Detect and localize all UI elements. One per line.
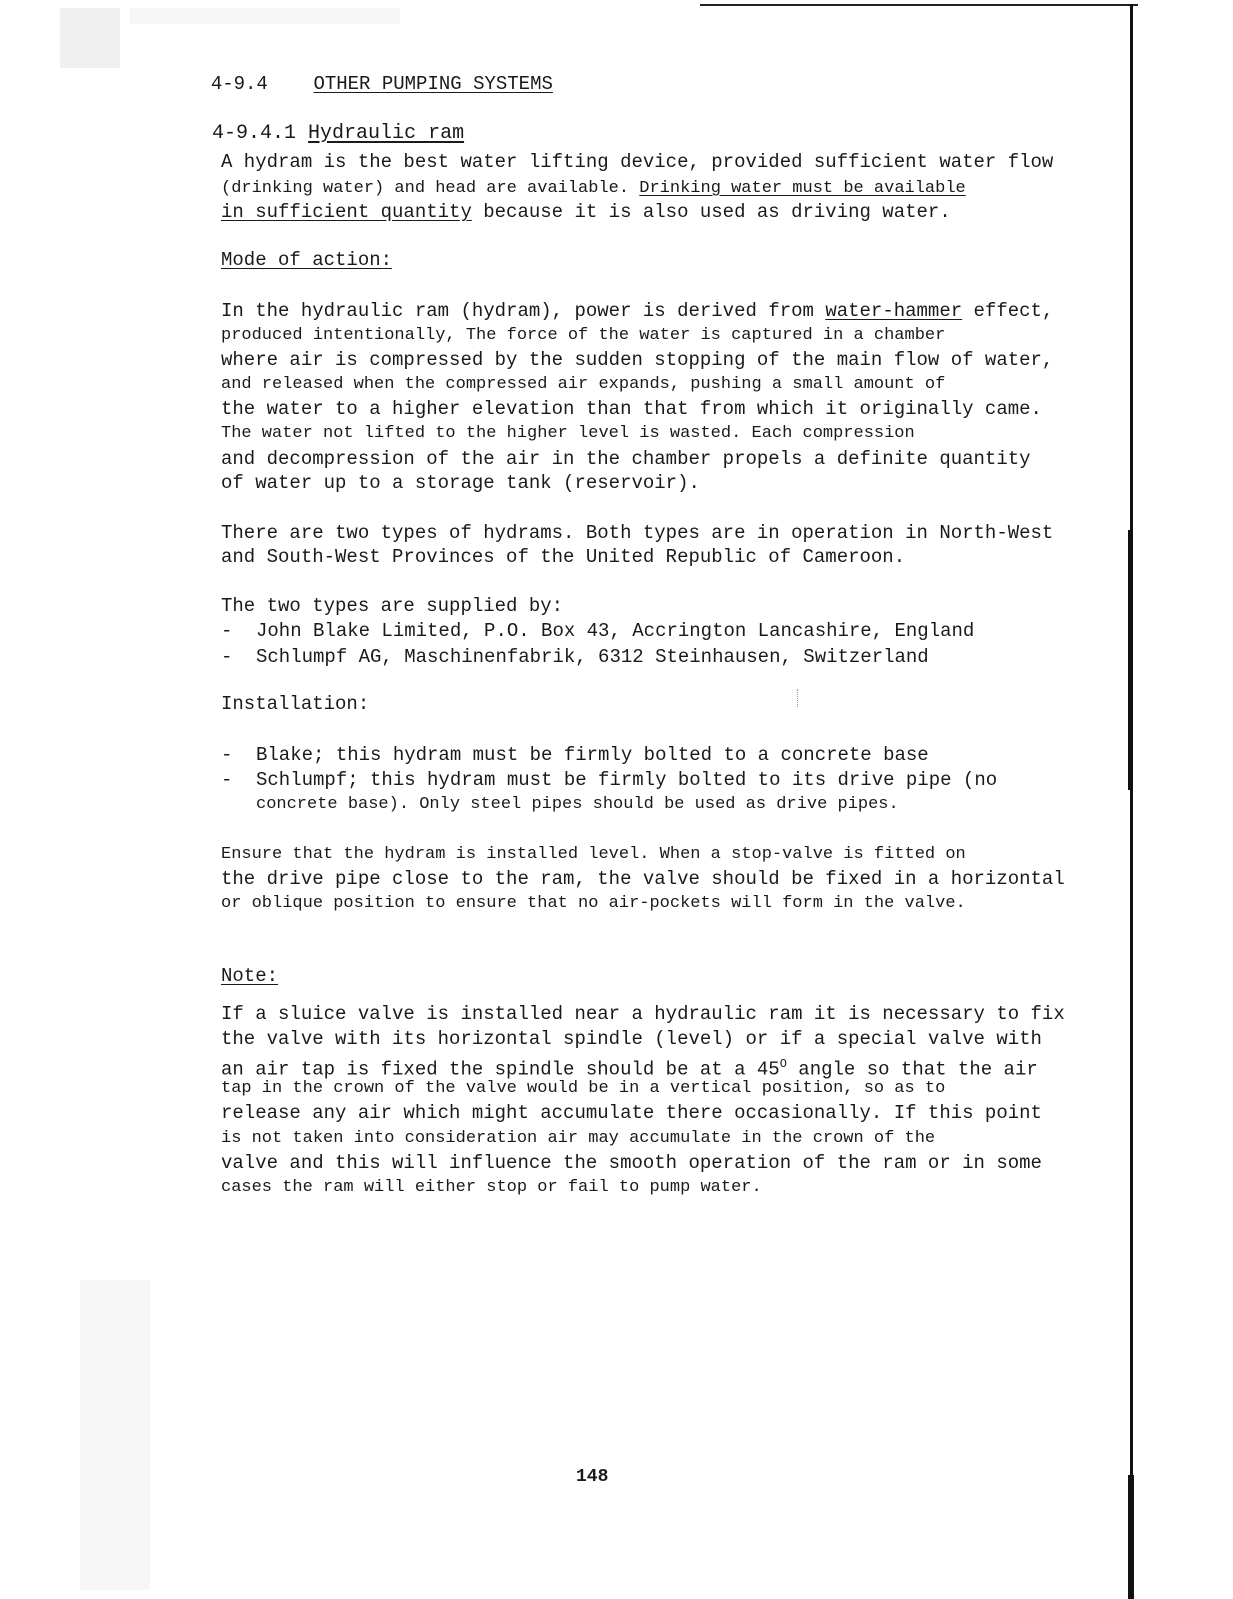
supplier-item: - Schlumpf AG, Maschinenfabrik, 6312 Steinhausen, Switzerland — [221, 646, 929, 668]
mode-heading: Mode of action: — [221, 249, 393, 271]
intro-emphasis-1: Drinking water must be available — [639, 179, 966, 198]
intro-line-3: in sufficient quantity because it is also used as driving water. — [221, 201, 951, 223]
note-line-7: valve and this will influence the smooth operation of the ram or in some — [221, 1152, 1042, 1174]
ensure-line-2: the drive pipe close to the ram, the valve should be fixed in a horizontal — [221, 868, 1065, 890]
right-border-rule-bottom — [1128, 1475, 1134, 1599]
mode-line-2: produced intentionally, The force of the water is captured in a chamber — [221, 326, 946, 345]
supplier-item: - John Blake Limited, P.O. Box 43, Accrington Lancashire, England — [221, 620, 975, 642]
mode-line-3: where air is compressed by the sudden stopping of the main flow of water, — [221, 349, 1054, 371]
installation-heading: Installation: — [221, 693, 370, 715]
ensure-line-1: Ensure that the hydram is installed level. When a stop-valve is fitted on — [221, 845, 966, 864]
scan-mark — [797, 689, 799, 707]
scan-speckle-top — [130, 8, 400, 24]
intro-line-2: (drinking water) and head are available. Drinking water must be available — [221, 179, 966, 198]
mode-line-5: the water to a higher elevation than that from which it originally came. — [221, 398, 1042, 420]
ensure-line-3: or oblique position to ensure that no air-pockets will form in the valve. — [221, 894, 966, 913]
mode-line-1: In the hydraulic ram (hydram), power is derived from water-hammer effect, — [221, 300, 1054, 322]
subsection-heading — [188, 98, 464, 146]
suppliers-intro: The two types are supplied by: — [221, 595, 564, 617]
installation-item-schlumpf-cont: concrete base). Only steel pipes should be used as drive pipes. — [256, 795, 899, 814]
scan-speckle-top-left — [60, 8, 120, 68]
section-heading — [188, 48, 553, 96]
section-title: OTHER PUMPING SYSTEMS — [313, 73, 553, 95]
mode-line-4: and released when the compressed air expands, pushing a small amount of — [221, 375, 946, 394]
subsection-title: Hydraulic ram — [308, 122, 465, 145]
intro-emphasis-2: in sufficient quantity — [221, 201, 472, 223]
note-line-2: the valve with its horizontal spindle (level) or if a special valve with — [221, 1028, 1042, 1050]
note-line-8: cases the ram will either stop or fail to pump water. — [221, 1178, 762, 1197]
section-number: 4-9.4 — [210, 73, 268, 95]
installation-item-blake: - Blake; this hydram must be firmly bolted to a concrete base — [221, 744, 929, 766]
note-line-6: is not taken into consideration air may accumulate in the crown of the — [221, 1129, 936, 1148]
right-border-rule-thick — [1128, 530, 1133, 790]
types-line-1: There are two types of hydrams. Both types are in operation in North-West — [221, 522, 1054, 544]
intro-line-1: A hydram is the best water lifting device, provided sufficient water flow — [221, 151, 1054, 173]
note-line-5: release any air which might accumulate there occasionally. If this point — [221, 1102, 1042, 1124]
mode-line-8: of water up to a storage tank (reservoir). — [221, 472, 700, 494]
subsection-number: 4-9.4.1 — [212, 122, 297, 145]
mode-line-6: The water not lifted to the higher level is wasted. Each compression — [221, 424, 915, 443]
top-border-rule — [700, 4, 1138, 6]
types-line-2: and South-West Provinces of the United Republic of Cameroon. — [221, 546, 906, 568]
scan-speckle-bottom-left — [80, 1280, 150, 1590]
installation-item-schlumpf: - Schlumpf; this hydram must be firmly bolted to its drive pipe (no — [221, 769, 998, 791]
mode-line-7: and decompression of the air in the chamber propels a definite quantity — [221, 448, 1031, 470]
note-line-1: If a sluice valve is installed near a hydraulic ram it is necessary to fix — [221, 1003, 1065, 1025]
right-border-rule — [1130, 4, 1133, 1599]
note-heading: Note: — [221, 965, 279, 987]
note-line-4: tap in the crown of the valve would be in a vertical position, so as to — [221, 1079, 946, 1098]
page-number: 148 — [576, 1467, 609, 1487]
note-line-3: an air tap is fixed the spindle should be at a $45^O$ angle so that the air — [221, 1057, 1038, 1081]
